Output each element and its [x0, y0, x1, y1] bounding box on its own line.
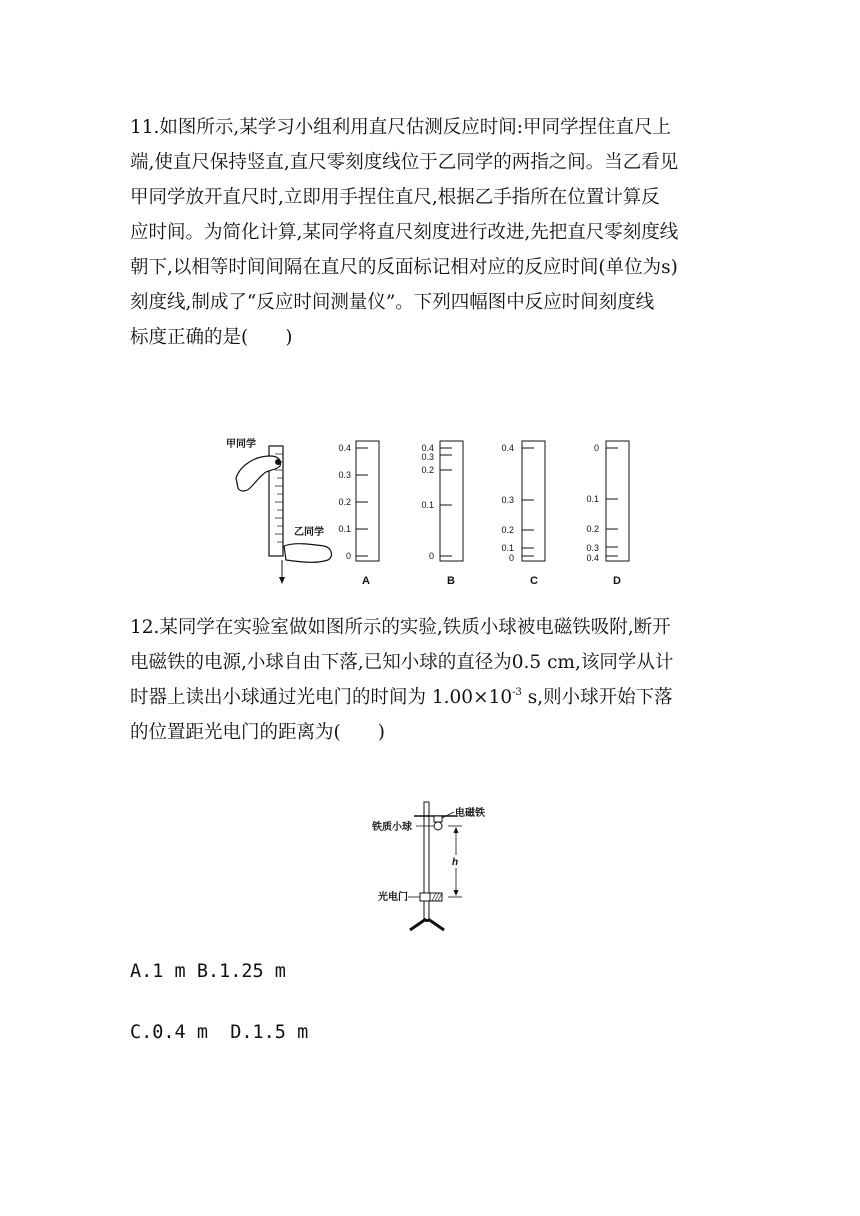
q12-options-line-1: A.1 m B.1.25 m: [130, 961, 286, 982]
tick-label: 0.2: [586, 524, 599, 534]
tick-label: 0.3: [338, 470, 351, 480]
label-height: h: [452, 857, 459, 868]
tick-label: 0: [345, 551, 351, 561]
q12-line: 的位置距光电门的距离为( ): [130, 722, 385, 743]
tick-label: 0.1: [586, 494, 599, 504]
tick-label: 0: [508, 553, 514, 563]
electromagnet: [434, 816, 442, 822]
tick-label: 0.3: [421, 452, 434, 462]
exponent: -3: [512, 687, 522, 698]
tick-label: 0.4: [501, 443, 514, 453]
label-ball: 铁质小球: [372, 822, 412, 833]
q11-line: 朝下,以相等时间间隔在直尺的反面标记相对应的反应时间(单位为s): [130, 257, 678, 278]
tick-label: 0.2: [338, 497, 351, 507]
tick-label: 0.4: [338, 443, 351, 453]
q12-options-line-2: C.0.4 m D.1.5 m: [130, 1022, 309, 1043]
label-electromagnet: 电磁铁: [455, 808, 485, 819]
tick-label: 0.4: [421, 443, 434, 453]
option-c-ruler: [501, 441, 545, 587]
q11-line: 甲同学放开直尺时,立即用手捏住直尺,根据乙手指所在位置计算反: [130, 187, 660, 208]
tick-label: 0: [428, 551, 434, 561]
tick-label: 0: [593, 443, 599, 453]
question-12-text: [130, 610, 742, 750]
tick-label: 0.1: [421, 500, 434, 510]
q11-line: 刻度线,制成了“反应时间测量仪”。下列四幅图中反应时间刻度线: [130, 292, 655, 313]
tick-label: 0.2: [421, 465, 434, 475]
label-person-b: 乙同学: [294, 527, 324, 538]
option-letter: A: [362, 575, 370, 587]
q12-line3-prefix: 时器上读出小球通过光电门的时间为 1.00×10: [130, 687, 513, 708]
q11-line: 11.如图所示,某学习小组利用直尺估测反应时间:甲同学捏住直尺上: [130, 117, 672, 138]
option-letter: D: [613, 575, 621, 587]
question-11-text: [130, 110, 742, 355]
q12-line: 电磁铁的电源,小球自由下落,已知小球的直径为0.5 cm,该同学从计: [130, 652, 674, 673]
tick-label: 0.1: [338, 524, 351, 534]
tick-label: 0.3: [586, 543, 599, 553]
option-b-ruler: [421, 441, 463, 587]
label-photogate: 光电门: [378, 892, 408, 903]
tick-label: 0.3: [501, 495, 514, 505]
q11-figure: [220, 432, 650, 590]
ruler-experiment-illustration: [226, 437, 331, 584]
q12-figure: [366, 800, 496, 940]
tick-label: 0.1: [501, 543, 514, 553]
option-d-ruler: [586, 441, 629, 587]
tick-label: 0.2: [501, 525, 514, 535]
q12-line-3: [130, 680, 742, 715]
q11-line: 应时间。为简化计算,某同学将直尺刻度进行改进,先把直尺零刻度线: [130, 222, 679, 243]
lower-hand: [284, 544, 331, 563]
option-letter: B: [447, 575, 455, 587]
q12-line: 12.某同学在实验室做如图所示的实验,铁质小球被电磁铁吸附,断开: [130, 617, 671, 638]
q11-line: 端,使直尺保持竖直,直尺零刻度线位于乙同学的两指之间。当乙看见: [130, 152, 679, 173]
iron-ball: [434, 822, 442, 830]
stand-base: [410, 919, 444, 930]
q11-line: 标度正确的是( ): [130, 327, 293, 348]
q12-line3-suffix: s,则小球开始下落: [521, 687, 673, 708]
label-person-a: 甲同学: [226, 439, 256, 450]
option-letter: C: [530, 575, 538, 587]
option-a-ruler: [338, 441, 379, 587]
tick-label: 0.4: [586, 553, 599, 563]
